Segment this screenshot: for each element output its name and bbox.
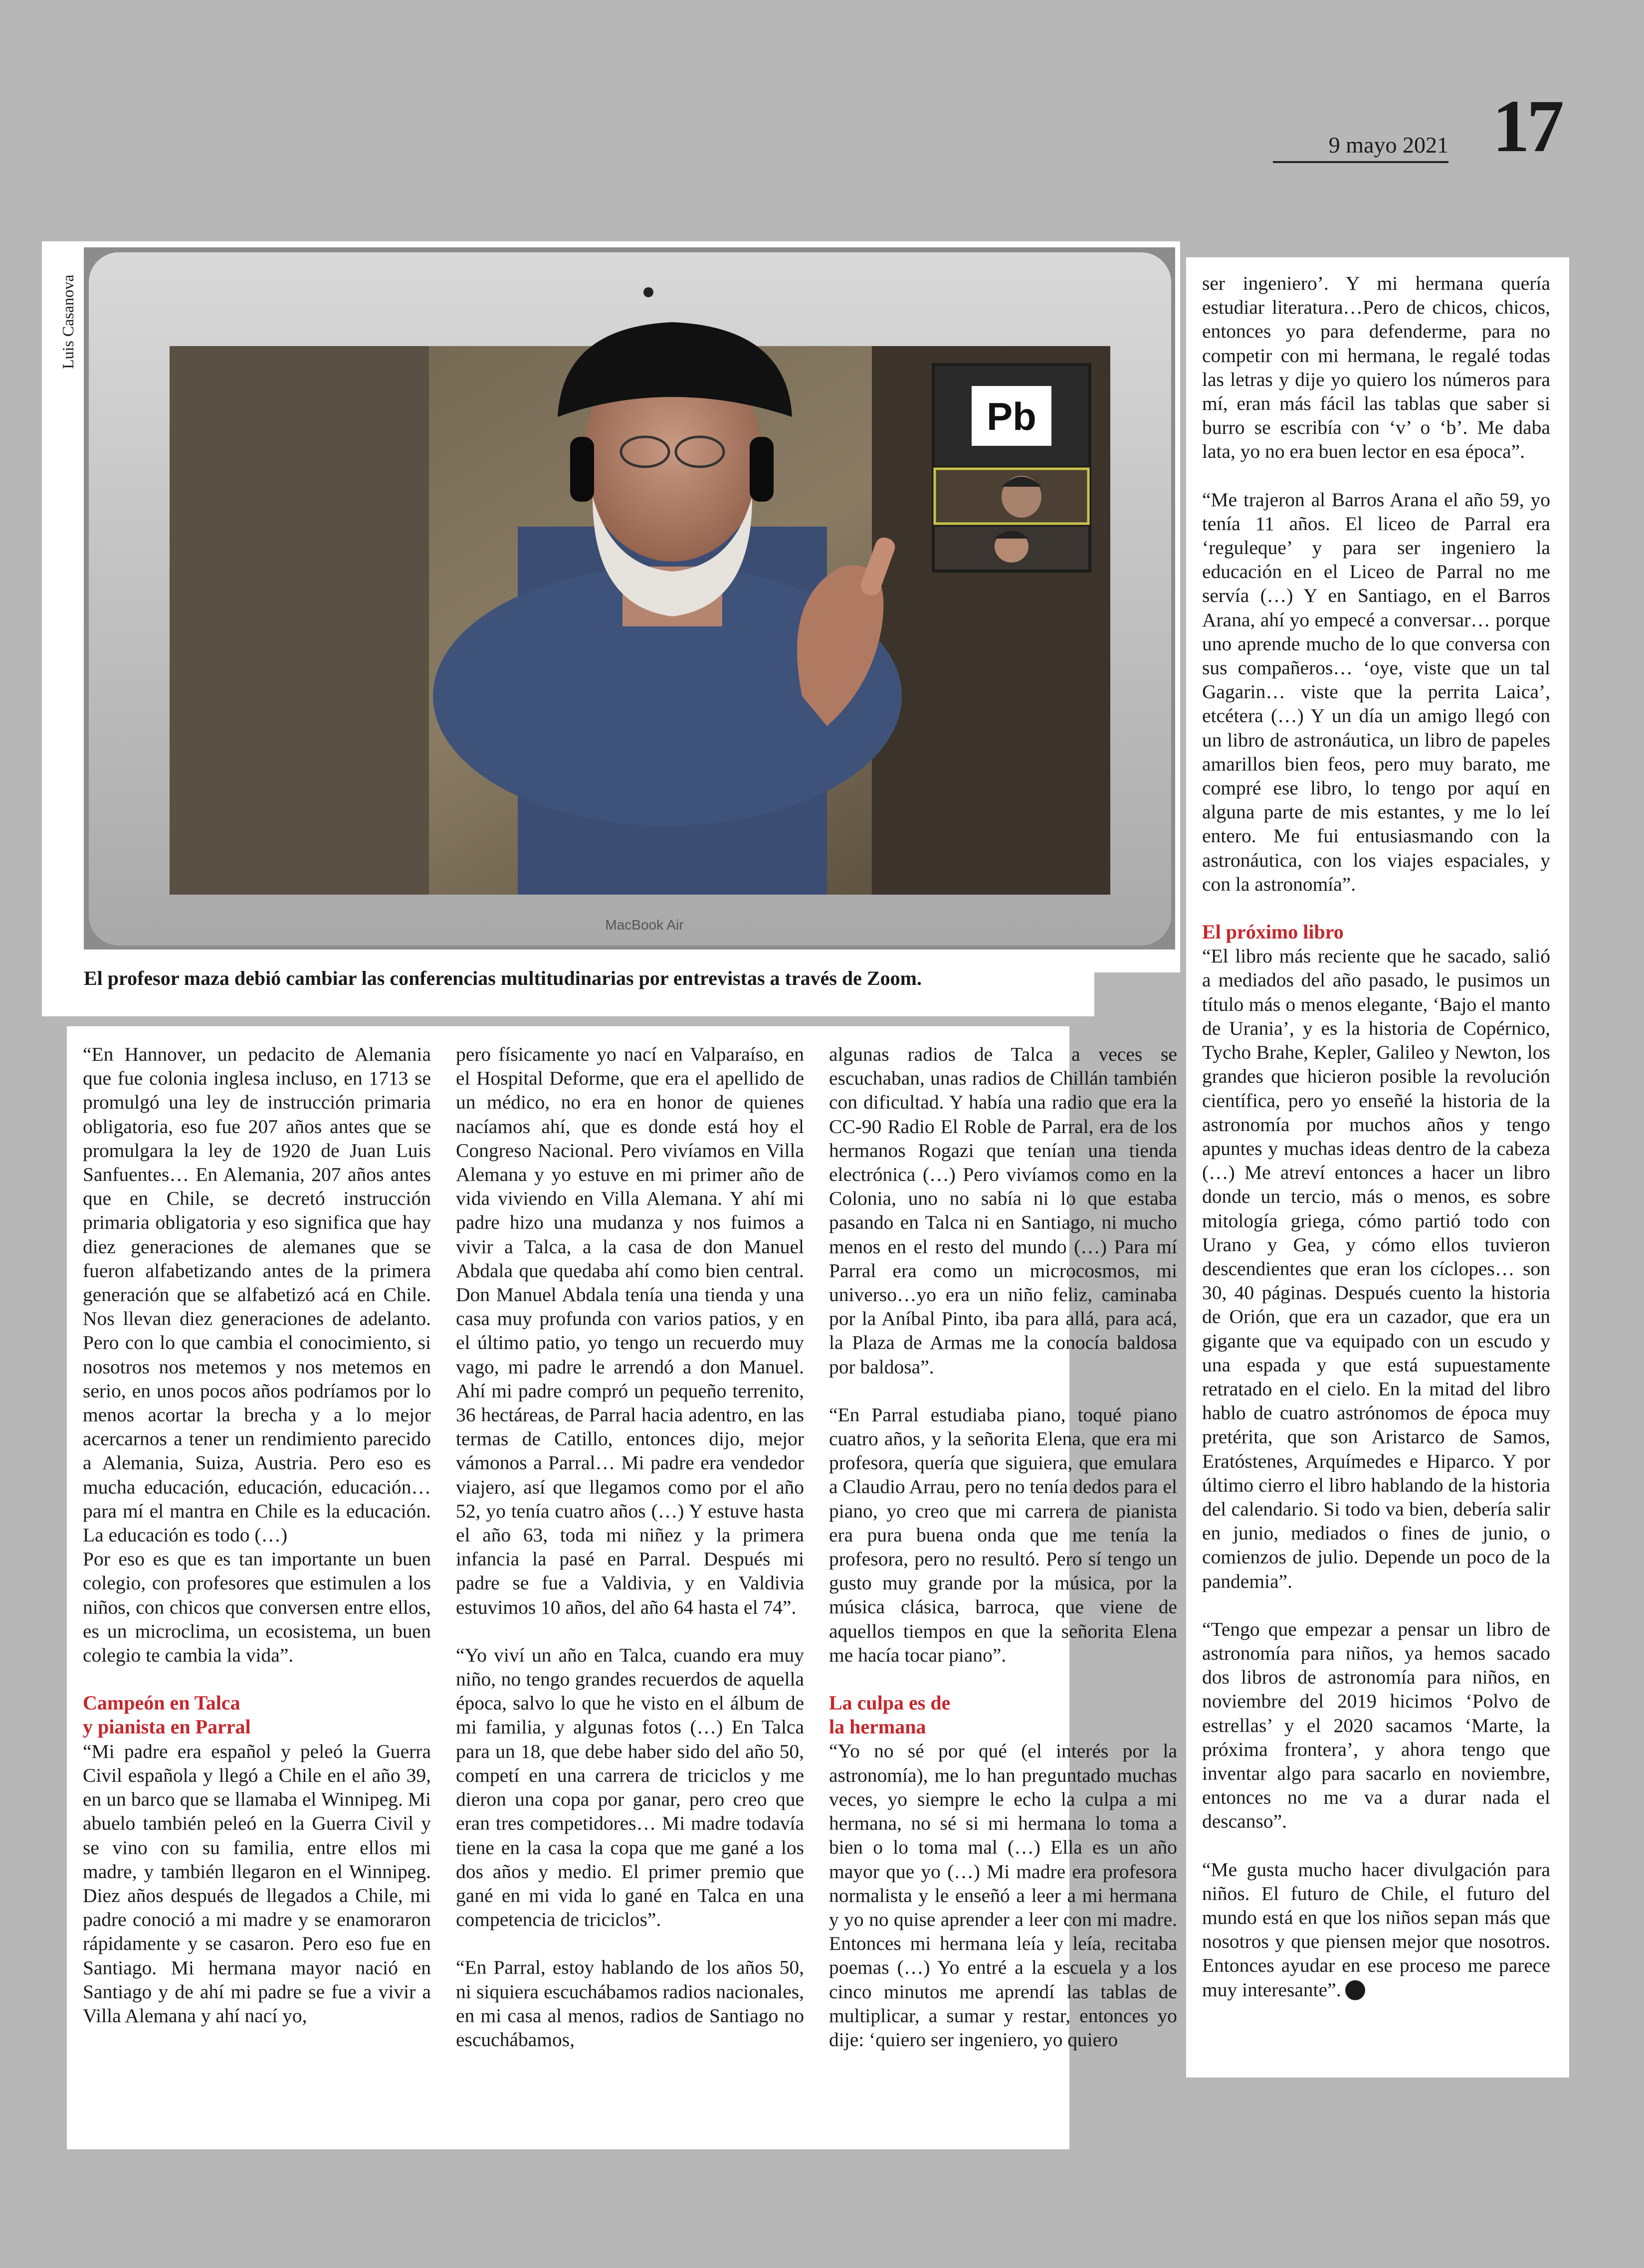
end-of-article-icon (1345, 1980, 1365, 2000)
page-number: 17 (1492, 85, 1561, 168)
participant-tile-label: Pb (987, 394, 1036, 438)
paragraph: “Mi padre era español y peleó la Guerra Civil española y llegó a Chile en el año 39, en un barco que se llamaba el Winnipeg. Mi abuelo también peleó en la Guerra Civil y se vino con su familia, entre ellos mi madre, y también llegaron en el Winnipeg. Diez años después de llegados a Chile, mi padre conoció a mi madre y se enamoraron rápidamente y se casaron. Pero eso fue en Santiago. Mi hermana mayor nació en Santiago y de ahí mi padre se fue a vivir a Villa Alemana y ahí nací yo, (83, 1740, 431, 2027)
section-heading: la hermana (829, 1715, 926, 1738)
photo-credit: Luis Casanova (59, 274, 77, 369)
issue-date: 9 mayo 2021 (1273, 132, 1448, 163)
paragraph: “El libro más reciente que he sacado, salió a mediados del año pasado, le pusimos un título más o menos elegante, ‘Bajo el manto de Urania’, y es la historia de Copérnico, Tycho Brahe, Kepler, Galileo y Newton, los grandes que hicieron posible la revolución científica, pero yo enseñé la historia de la astronomía por muchos años y tengo apuntes y muchas ideas dentro de la cabeza (…) Me atreví entonces a hacer un libro donde un tercio, más o menos, es sobre mitología griega, cómo partió todo con Urano y Gea, y cómo ellos tuvieron descendientes que eran los cíclopes… son 30, 40 páginas. Después cuento la historia de Orión, que era un cazador, que era un gigante que va equipado con un escudo y una espada y que está supuestamente retratado en el cielo. En la mitad del libro hablo de cuatro astrónomos de época muy pretérita, que son Aristarco de Samos, Eratóstenes, Arquímedes e Hiparco. Y por último cierro el libro hablando de la historia del calendario. Si todo va bien, debería salir en junio, mediados o fines de junio, o comienzos de julio. Depende un poco de la pandemia”. (1202, 945, 1550, 1592)
section-heading: Campeón en Talca (83, 1692, 240, 1714)
paragraph: “Tengo que empezar a pensar un libro de astronomía para niños, ya hemos sacado dos libros de astronomía para niños, en noviembre del 2019 hicimos ‘Polvo de estrellas’ y el 2020 sacamos ‘Marte, la próxima frontera’, y ahora tengo que inventar algo para sacarlo en noviembre, entonces no me va a durar nada el descanso”. (1202, 1618, 1550, 1833)
section-heading: y pianista en Parral (83, 1715, 251, 1738)
paragraph (1202, 1858, 1550, 2002)
paragraph: “En Parral estudiaba piano, toqué piano cuatro años, y la señorita Elena, que era mi profesora, quería que siguiera, que emulara a Claudio Arrau, pero no tenía dedos para el piano, yo creo que mi carrera de pianista era pura buena onda que me tenía la profesora, pero no resultó. Pero sí tengo un gusto muy grande por la música, por la música clásica, barroca, que viene de aquellos tiempos en que la señorita Elena me hacía tocar piano”. (829, 1403, 1177, 1666)
article-column-1 (83, 1042, 431, 2052)
paragraph: “En Parral, estoy hablando de los años 50, ni siquiera escuchábamos radios nacionales, en mi casa al menos, radios de Santiago no escuchábamos, (456, 1956, 804, 2051)
paragraph: “Yo no sé por qué (el interés por la astronomía), me lo han preguntado muchas veces, yo siempre le echo la culpa a mi hermana, no sé si mi hermana lo toma a bien o lo toma mal (…) Ella es un año mayor que yo (…) Mi madre era profesora normalista y le enseñó a leer a mi hermana y yo no quise aprender a leer con mi madre. Entonces mi hermana leía y leía, recitaba poemas (…) Yo entré a la escuela y a los cinco minutos me aprendí las tablas de multiplicar, a sumar y restar, entonces yo dije: ‘quiero ser ingeniero, yo quiero (829, 1740, 1177, 2051)
paragraph: “Me trajeron al Barros Arana el año 59, yo tenía 11 años. El liceo de Parral era ‘reguleque’ y para ser ingeniero la educación en el Liceo de Parral no me servía (…) Y en Santiago, en el Barros Arana, ahí yo empecé a conversar… porque uno aprende mucho de lo que conversa con sus compañeros… ‘oye, viste que un tal Gagarin… viste que la perrita Laica’, etcétera (…) Y un día un amigo llegó con un libro de astronáutica, un libro de papeles amarillos bien feos, pero muy barato, me compré ese libro, lo tengo por aquí en alguna parte de mis estantes, y me lo leí entero. Me fui entusiasmando con la astronáutica, con los viajes espaciales, y con la astronomía”. (1202, 488, 1550, 895)
zoom-photo (84, 247, 1175, 949)
photo-caption: El profesor maza debió cambiar las conferencias multitudinarias por entrevistas a través de Zoom. (84, 967, 922, 989)
laptop-label: MacBook Air (605, 917, 684, 933)
article-column-4 (1202, 271, 1550, 2026)
section-heading: El próximo libro (1202, 921, 1344, 944)
paragraph: pero físicamente yo nací en Valparaíso, en el Hospital Deforme, que era el apellido de un médico, no era en honor de quienes nacíamos ahí, que es donde está hoy el Congreso Nacional. Pero vivíamos en Villa Alemana y yo estuve en mi primer año de vida viviendo en Villa Alemana. Y ahí mi padre hizo una mudanza y nos fuimos a vivir a Talca, a la casa de don Manuel Abdala que quedaba ahí como bien central. Don Manuel Abdala tenía una tienda y una casa muy profunda con varios patios, y en el último patio, yo tengo un recuerdo muy vago, mi padre le arrendó a don Manuel. Ahí mi padre compró un pequeño terrenito, 36 hectáreas, de Parral hacia adentro, en las termas de Catillo, entonces dijo, mejor vámonos a Parral… Mi padre era vendedor viajero, así que llegamos como por el año 52, yo tenía cuatro años (…) Y estuve hasta el año 63, toda mi niñez y la primera infancia la pasé en Parral. Después mi padre se fue a Valdivia, y en Valdivia estuvimos 10 años, del año 64 hasta el 74”. (456, 1043, 804, 1618)
article-column-3 (829, 1042, 1177, 2076)
paragraph: ser ingeniero’. Y mi hermana quería estudiar literatura…Pero de chicos, chicos, entonces yo para defenderme, para no competir con mi hermana, le regalé todas las letras y dije yo quiero los números para mí, eran más fácil las tablas que saber si burro se escribía con ‘v’ o ‘b’. Me daba lata, yo no era buen lector en esa época”. (1202, 272, 1550, 463)
article-column-2 (456, 1042, 804, 2076)
section-heading: La culpa es de (829, 1692, 951, 1714)
paragraph: “En Hannover, un pedacito de Alemania que fue colonia inglesa incluso, en 1713 se promulgó una ley de instrucción primaria obligatoria, eso fue 207 años antes que se promulgara la ley de 1920 de Juan Luis Sanfuentes… En Alemania, 207 años antes que en Chile, se decretó instrucción primaria obligatoria y eso significa que hay diez generaciones de alemanes que se fueron alfabetizando antes de la primera generación que se alfabetizó acá en Chile. Nos llevan diez generaciones de adelanto. Pero con lo que cambia el conocimiento, si nosotros nos metemos y nos metemos en serio, en unos pocos años podríamos por lo menos acortar la brecha y a lo mejor acercarnos a tener un rendimiento parecido a Alemania, Suiza, Austria. Pero eso es mucha educación, educación, educación… para mí el mantra en Chile es la educación. La educación es todo (…) (83, 1043, 431, 1546)
paragraph: “Yo viví un año en Talca, cuando era muy niño, no tengo grandes recuerdos de aquella época, salvo lo que he visto en el álbum de mi familia, y algunas fotos (…) En Talca para un 18, que debe haber sido del año 50, competí en una carrera de triciclos y me dieron una copa por ganar, pero creo que eran tres competidores… Mi madre todavía tiene en la casa la copa que me gané a los dos años y medio. El primer premio que gané en mi vida lo gané en Talca en una competencia de triciclos”. (456, 1644, 804, 1931)
paragraph-text: “Me gusta mucho hacer divulgación para niños. El futuro de Chile, el futuro del mundo está en que los niños sepan más que nosotros y que piensen mejor que nosotros. Entonces ayudar en ese proceso me parece muy interesante”. (1202, 1858, 1550, 2001)
paragraph: Por eso es que es tan importante un buen colegio, con profesores que estimulen a los niños, con chicos que conversen entre ellos, es un microclima, un ecosistema, un buen colegio te cambia la vida”. (83, 1548, 431, 1667)
paragraph: algunas radios de Talca a veces se escuchaban, unas radios de Chillán también con dificultad. Y había una radio que era la CC-90 Radio El Roble de Parral, era de los hermanos Rogazi que tenían una tienda electrónica (…) Pero vivíamos como en la Colonia, uno no sabía ni lo que estaba pasando en Talca ni en Santiago, ni mucho menos en el resto del mundo (…) Para mí Parral era como un microcosmos, mi universo…yo era un niño feliz, caminaba por la Aníbal Pinto, iba para allá, para acá, la Plaza de Armas me la conocía baldosa por baldosa”. (829, 1043, 1177, 1378)
